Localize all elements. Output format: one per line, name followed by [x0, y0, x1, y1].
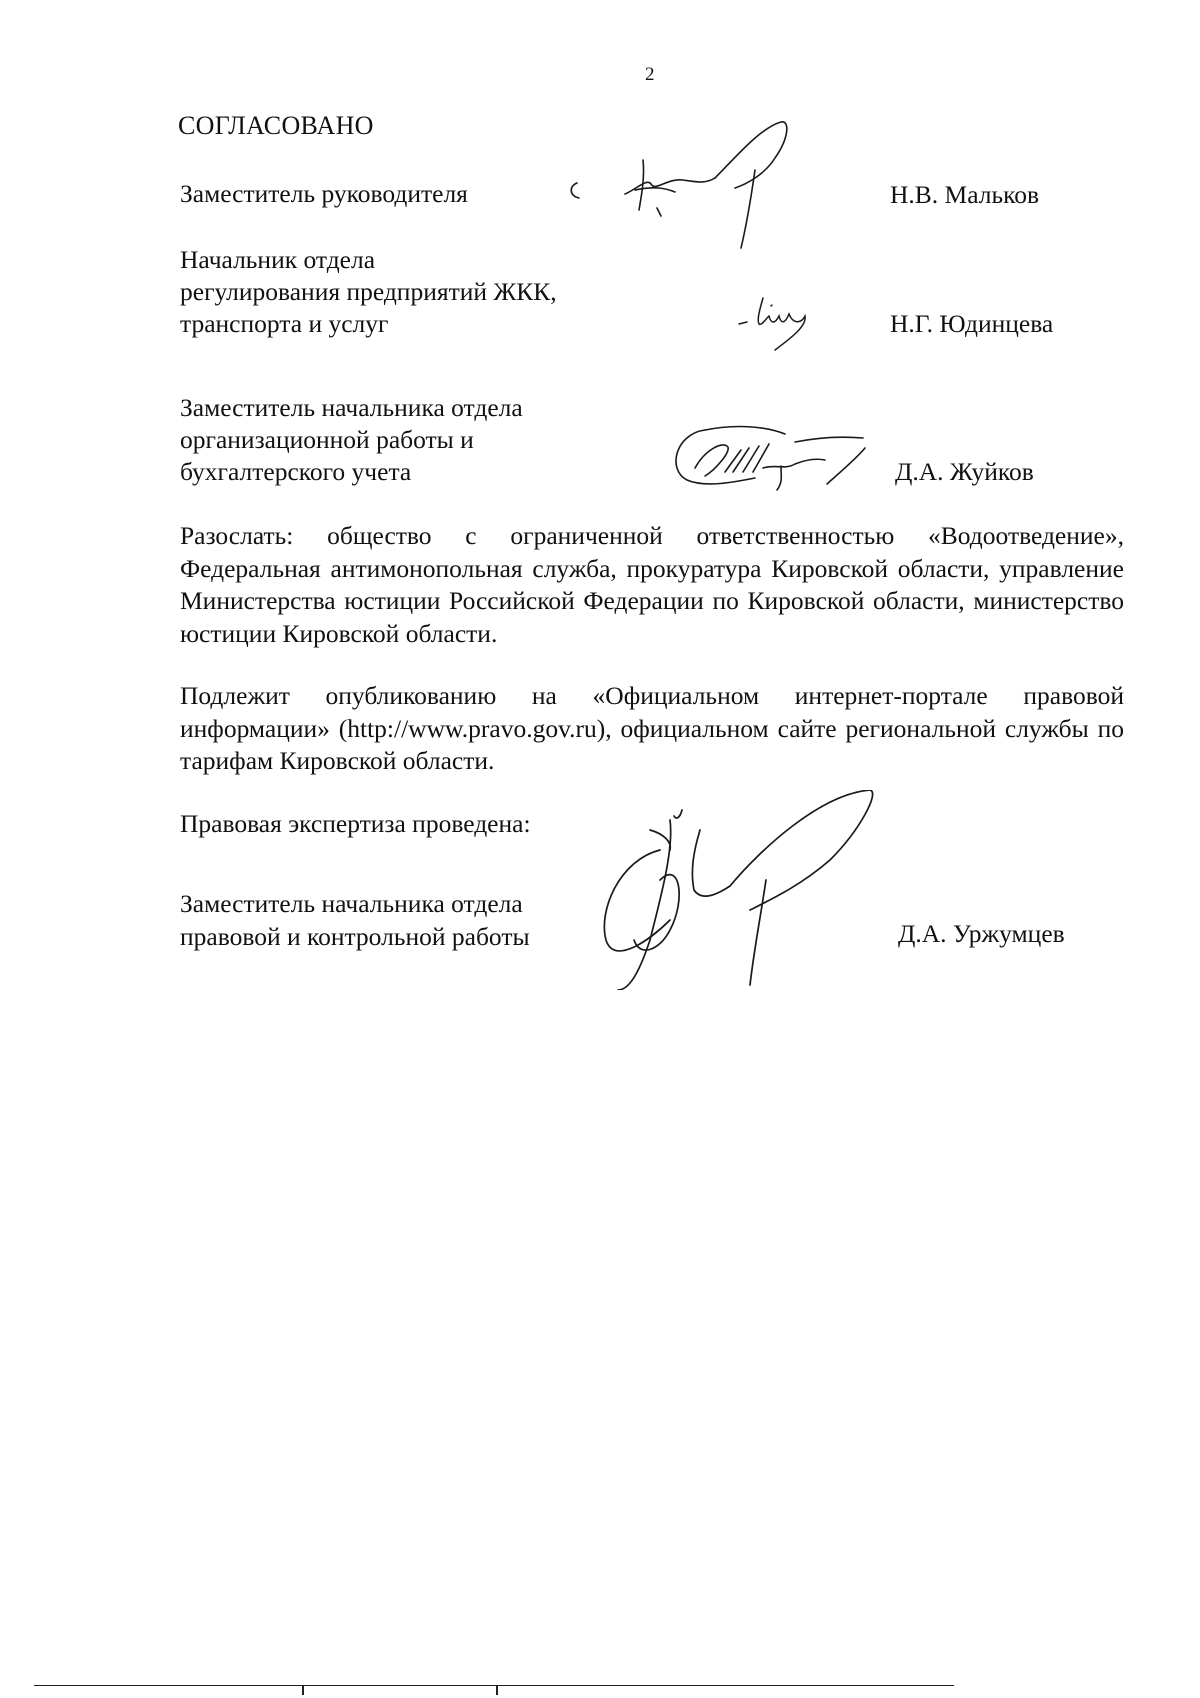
distribution-list: Разослать: общество с ограниченной ответственностью «Водоотведение», Федеральная антимонопольная служба, прокуратура Кировской области, управление Министерства юстиции Российской Федерации по Кировской области, министерство юстиции Кировской области.	[180, 521, 1124, 648]
footer-rule-tick	[496, 1685, 498, 1695]
signature-urzhumtsev	[590, 790, 890, 990]
footer-rule	[34, 1685, 954, 1686]
approver-position-line: Заместитель руководителя	[180, 179, 468, 208]
reviewer-position-line: Заместитель начальника отдела	[180, 889, 523, 918]
approver-position-line: Заместитель начальника отдела	[180, 393, 523, 422]
approver-position-line: транспорта и услуг	[180, 309, 389, 338]
legal-review-label: Правовая экспертиза проведена:	[180, 809, 531, 838]
approver-name: Д.А. Жуйков	[895, 457, 1034, 486]
reviewer-name: Д.А. Уржумцев	[898, 919, 1065, 948]
approver-position-line: регулирования предприятий ЖКК,	[180, 277, 557, 306]
approver-position-line: бухгалтерского учета	[180, 457, 412, 486]
approver-position-line: организационной работы и	[180, 425, 474, 454]
footer-rule-tick	[302, 1685, 304, 1695]
signature-zhuikov	[665, 420, 885, 500]
approval-heading: СОГЛАСОВАНО	[178, 111, 374, 140]
approver-position-line: Начальник отдела	[180, 245, 376, 274]
page-number: 2	[645, 64, 655, 85]
signature-yudintseva	[735, 290, 835, 360]
publication-note: Подлежит опубликованию на «Официальном интернет-портале правовой информации» (http://www.pravo.gov.ru), официальном сайте региональной службы по тарифам Кировской области.	[180, 681, 1124, 775]
reviewer-position-line: правовой и контрольной работы	[180, 922, 530, 951]
signature-malkov	[565, 118, 855, 258]
approver-name: Н.В. Мальков	[890, 180, 1040, 209]
approver-name: Н.Г. Юдинцева	[890, 309, 1054, 338]
